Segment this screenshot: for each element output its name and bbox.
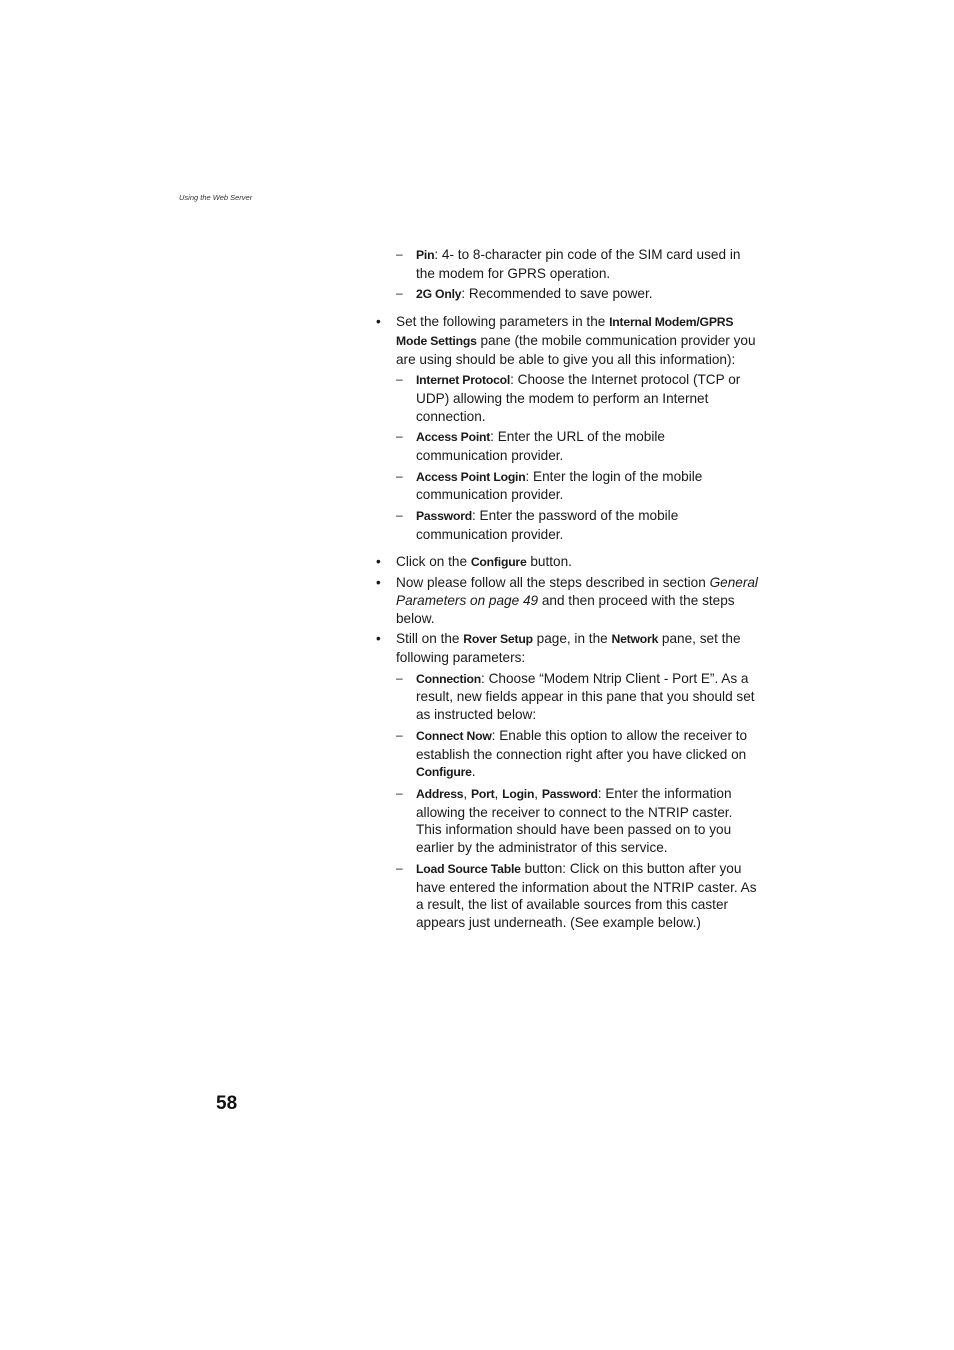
term-password: Password [541,786,598,801]
bullet-text: page, in the [532,631,612,647]
item-text: : Recommended to save power. [461,286,653,302]
network-parameters-list [396,670,760,932]
bullet-text: Click on the [396,553,471,569]
list-item-address-port-login-password [396,785,760,857]
bullet-text: button. [526,553,572,569]
item-text: button: Click on this button after you have entered the information about the NTRIP caster. As a result, the list of available sources from this caster appears just underneath. (See example below.) [416,860,757,930]
term-network: Network [611,632,659,647]
term-pin: Pin [416,248,435,262]
term-login: Login [502,786,535,801]
term-2g-only: 2G Only [416,287,462,302]
bullet-text: Now please follow all the steps described in section [396,575,710,591]
term-rover-setup: Rover Setup [463,632,533,647]
item-text: . [471,764,476,780]
term-internet-protocol: Internet Protocol [416,373,511,388]
list-item-connect-now [396,727,760,782]
instructions-list [376,313,760,932]
modem-parameters-list [396,371,760,543]
list-item-access-point [396,428,760,464]
running-header: Using the Web Server [179,193,253,202]
list-item-internet-protocol [396,371,760,425]
sim-settings-list [396,246,760,304]
term-connect-now: Connect Now [416,728,492,743]
list-item-access-point-login [396,468,760,504]
bullet-modem-settings [376,313,760,543]
bullet-text: pane, set the following parameters: [396,631,741,666]
item-text: : Enter the URL of the mobile communication provider. [416,429,665,464]
main-content [376,246,760,935]
term-load-source-table: Load Source Table [416,861,521,876]
cross-reference-link[interactable]: General Parameters on page 49 [396,575,758,608]
bullet-follow-steps [376,574,760,627]
item-text: : Enable this option to allow the receiver to establish the connection right after you have clicked on [416,727,748,762]
bullet-text: and then proceed with the steps below. [396,592,735,626]
term-password: Password [416,509,472,524]
item-text: : Enter the login of the mobile communication provider. [416,468,703,503]
bullet-text: Set the following parameters in the [396,314,610,330]
separator: , [534,785,542,801]
separator: , [494,785,503,801]
term-connection: Connection [416,671,482,686]
term-modem-settings-pane: Internal Modem/GPRS Mode Settings [396,315,734,348]
list-item-2g-only [396,285,760,304]
term-configure: Configure [470,554,527,569]
list-item-load-source-table [396,860,760,932]
separator: , [463,785,471,801]
term-port: Port [470,786,495,801]
list-item-connection [396,670,760,724]
item-text: : Enter the information allowing the receiver to connect to the NTRIP caster. This information should have been passed on to you earlier by the administrator of this service. [416,785,733,856]
term-address: Address [416,786,464,801]
page-number: 58 [216,1093,238,1114]
bullet-text: pane (the mobile communication provider you are using should be able to give you all this information): [396,332,756,367]
list-item-password [396,507,760,543]
term-configure: Configure [416,765,472,780]
item-text: : Enter the password of the mobile communication provider. [416,508,679,542]
item-text: : Choose “Modem Ntrip Client - Port E”. As a result, new fields appear in this pane that you should set as instructed below: [416,670,755,723]
term-access-point-login: Access Point Login [416,469,526,484]
bullet-click-configure [376,553,760,572]
list-item-pin [396,246,760,282]
item-text: : 4- to 8-character pin code of the SIM card used in the modem for GPRS operation. [416,247,741,281]
bullet-text: Still on the [396,631,464,647]
bullet-rover-setup [376,630,760,931]
term-access-point: Access Point [416,430,491,445]
item-text: : Choose the Internet protocol (TCP or UDP) allowing the modem to perform an Internet connection. [416,372,741,424]
